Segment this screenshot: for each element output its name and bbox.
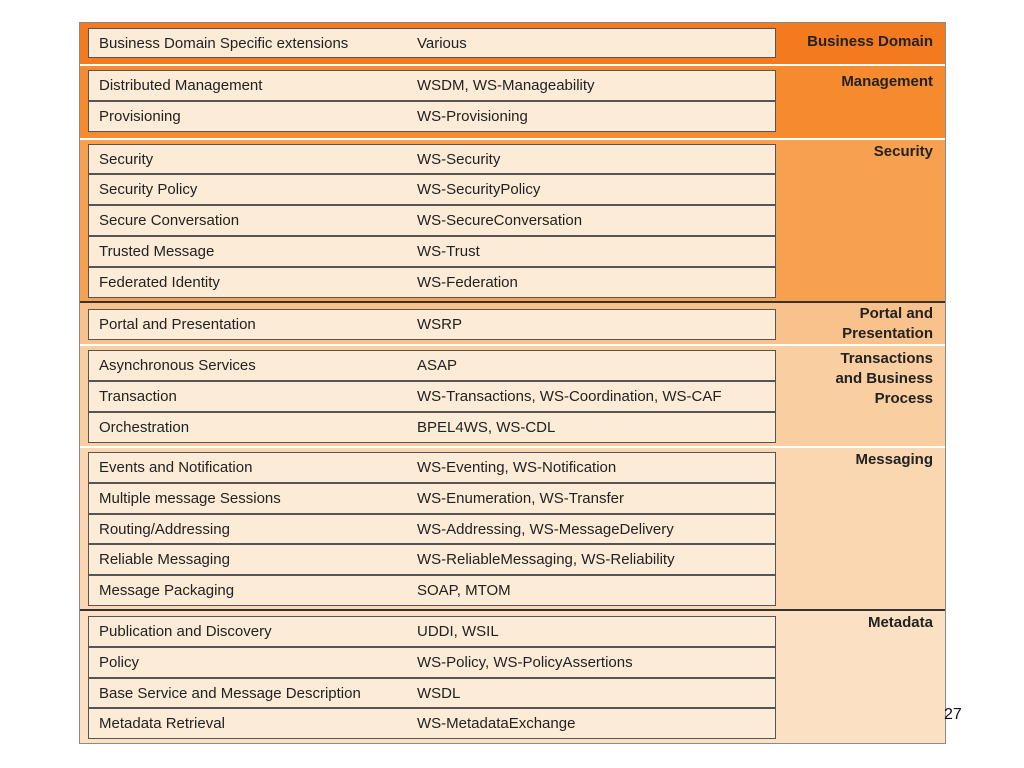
- table-row: [88, 544, 776, 575]
- table-row: [88, 678, 776, 708]
- row-standard: WS-Addressing, WS-MessageDelivery: [417, 520, 674, 538]
- row-standard: WS-Federation: [417, 274, 518, 291]
- band-label: Messaging: [855, 451, 933, 468]
- row-name: Reliable Messaging: [99, 551, 230, 568]
- table-row: [88, 350, 776, 381]
- row-name: Federated Identity: [99, 274, 220, 291]
- band-metadata: [80, 611, 945, 743]
- row-standard: WS-Trust: [417, 243, 480, 260]
- row-name: Secure Conversation: [99, 212, 240, 229]
- table-row: [88, 616, 776, 647]
- band-label: Management: [841, 73, 933, 90]
- row-standard: WS-Transactions, WS-Coordination, WS-CAF: [417, 388, 722, 405]
- table-row: [88, 174, 776, 205]
- band-transactions: [80, 346, 945, 448]
- table-row: [88, 70, 776, 101]
- table-row: [88, 412, 776, 443]
- table-row: [88, 236, 776, 267]
- band-label: Transactions and Business Process: [835, 350, 933, 407]
- band-label: Portal and Presentation: [842, 305, 933, 342]
- table-row: [88, 144, 776, 174]
- row-standard: WS-ReliableMessaging, WS-Reliability: [417, 551, 675, 568]
- row-standard: Various: [417, 34, 467, 52]
- row-standard: WS-Eventing, WS-Notification: [417, 459, 617, 476]
- row-standard: WSRP: [417, 316, 462, 333]
- row-name: Trusted Message: [99, 243, 215, 260]
- row-name: Security: [99, 150, 154, 168]
- ws-standards-stack-diagram: [79, 22, 946, 744]
- row-standard: WS-SecureConversation: [417, 212, 583, 229]
- band-security: [80, 140, 945, 303]
- row-name: Portal and Presentation: [99, 316, 256, 333]
- row-standard: UDDI, WSIL: [417, 623, 499, 640]
- row-name: Business Domain Specific extensions: [99, 34, 349, 52]
- row-name: Orchestration: [99, 419, 190, 436]
- table-row: [88, 205, 776, 236]
- row-name: Asynchronous Services: [99, 357, 256, 374]
- band-portal: [80, 303, 945, 346]
- table-row: [88, 101, 776, 132]
- row-name: Message Packaging: [99, 582, 235, 599]
- band-business-domain: [80, 23, 945, 66]
- row-name: Distributed Management: [99, 77, 263, 94]
- row-standard: WS-Provisioning: [417, 108, 528, 125]
- row-name: Transaction: [99, 388, 177, 405]
- page-number: 27: [944, 706, 962, 723]
- row-standard: WS-MetadataExchange: [417, 715, 576, 732]
- band-label: Metadata: [867, 614, 933, 631]
- table-row: [88, 483, 776, 514]
- table-row: [88, 575, 776, 606]
- table-row: [88, 452, 776, 483]
- row-standard: WSDL: [417, 684, 461, 702]
- row-standard: WS-Enumeration, WS-Transfer: [417, 490, 624, 507]
- table-row: [88, 267, 776, 298]
- row-name: Events and Notification: [99, 459, 253, 476]
- table-row: [88, 28, 776, 58]
- row-standard: BPEL4WS, WS-CDL: [417, 419, 556, 436]
- band-label: Security: [873, 143, 933, 160]
- row-name: Base Service and Message Description: [99, 684, 361, 702]
- table-row: [88, 514, 776, 544]
- row-name: Provisioning: [99, 108, 181, 125]
- table-row: [88, 647, 776, 678]
- row-name: Policy: [99, 654, 140, 671]
- row-standard: WS-SecurityPolicy: [417, 181, 541, 198]
- table-row: [88, 309, 776, 340]
- table-row: [88, 381, 776, 412]
- row-name: Multiple message Sessions: [99, 490, 281, 507]
- row-name: Metadata Retrieval: [99, 715, 225, 732]
- row-standard: SOAP, MTOM: [417, 582, 511, 599]
- row-name: Publication and Discovery: [99, 623, 272, 640]
- row-standard: WSDM, WS-Manageability: [417, 77, 595, 94]
- band-label: Business Domain: [807, 33, 933, 50]
- band-messaging: [80, 448, 945, 611]
- row-standard: ASAP: [417, 357, 458, 374]
- row-name: Security Policy: [99, 181, 198, 198]
- row-standard: WS-Policy, WS-PolicyAssertions: [417, 654, 633, 671]
- band-management: [80, 66, 945, 140]
- table-row: [88, 708, 776, 739]
- row-standard: WS-Security: [417, 150, 501, 168]
- row-name: Routing/Addressing: [99, 520, 230, 538]
